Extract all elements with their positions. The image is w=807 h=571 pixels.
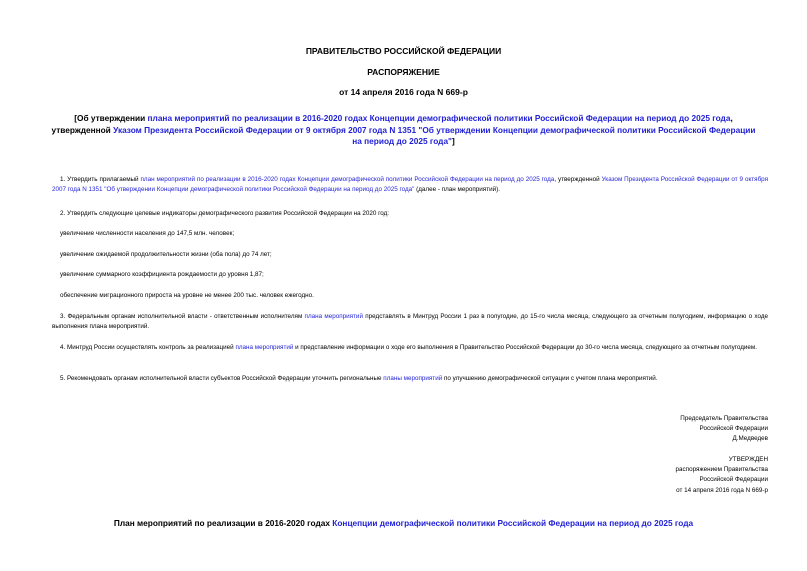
p3-text-2: представлять в Минтруд России 1 раз в полугодие, до 15-го числа месяца, следующего за отчетным полугодием, информацию о ходе выполнения плана мероприятий.: [52, 313, 768, 330]
signature-org: Российской Федерации: [699, 425, 768, 433]
approval-block: [676, 455, 768, 496]
signature-name: Д.Медведев: [732, 435, 768, 443]
p5-plans-link[interactable]: планы мероприятий: [383, 375, 443, 382]
paragraph-5: [52, 374, 768, 384]
p4-text-2: и представление информации о ходе его выполнения в Правительство Российской Федерации до 30-го числа месяца, следующего за отчетным полугодием.: [293, 344, 758, 351]
paragraph-3: [52, 312, 768, 331]
p1-text-2: , утвержденной: [554, 176, 602, 183]
title-text-2: , утвержденной: [51, 113, 733, 135]
doc-type-heading: РАСПОРЯЖЕНИЕ: [367, 67, 440, 77]
plan-title: [0, 518, 807, 528]
p1-text-3: (далее - план мероприятий).: [414, 185, 500, 193]
plan-title-text: План мероприятий по реализации в 2016-2020 годах: [113, 518, 333, 528]
paragraph-4: [52, 343, 768, 353]
paragraph-2: 2. Утвердить следующие целевые индикаторы демографического развития Российской Федерации на 2020 год:: [60, 210, 390, 217]
signature-position: Председатель Правительства: [680, 415, 768, 422]
p4-text-1: 4. Минтруд России осуществлять контроль за реализацией: [60, 344, 236, 351]
p1-decree-link[interactable]: Указом Президента Российской Федерации от 9 октября 2007 года N 1351 "Об утверждении Концепции демографической политики Российской Федерации на период до 2025 года": [52, 176, 769, 193]
indicator-item: обеспечение миграционного прироста на уровне не менее 200 тыс. человек ежегодно.: [60, 292, 314, 299]
p5-text-2: по улучшению демографической ситуации с учетом плана мероприятий.: [442, 375, 658, 382]
p4-plan-link[interactable]: плана мероприятий: [235, 344, 294, 351]
concept-link[interactable]: Концепции демографической политики Российской Федерации на период до 2025 года: [332, 518, 694, 528]
plan-link[interactable]: плана мероприятий по реализации в 2016-2020 годах Концепции демографической политики Российской Федерации на период до 2025 года: [147, 113, 731, 123]
paragraph-1: [52, 175, 768, 194]
title-text-1: [Об утверждении: [74, 113, 148, 123]
indicator-item: увеличение ожидаемой продолжительности жизни (оба пола) до 74 лет;: [60, 251, 272, 258]
approval-date: от 14 апреля 2016 года N 669-р: [676, 486, 768, 494]
p1-text-1: 1. Утвердить прилагаемый: [60, 176, 141, 183]
approval-label: УТВЕРЖДЕН: [728, 456, 768, 463]
date-number-heading: от 14 апреля 2016 года N 669-р: [339, 87, 468, 97]
indicator-item: увеличение суммарного коэффициента рождаемости до уровня 1,87;: [60, 271, 264, 278]
p3-text-1: 3. Федеральным органам исполнительной власти - ответственным исполнителям: [60, 313, 305, 320]
p1-plan-link[interactable]: план мероприятий по реализации в 2016-2020 годах Концепции демографической политики Российской Федерации на период до 2025 года: [140, 176, 555, 183]
indicator-item: увеличение численности населения до 147,5 млн. человек;: [60, 230, 235, 237]
approval-line-2: распоряжением Правительства: [675, 466, 768, 474]
order-title: [50, 113, 757, 148]
decree-link[interactable]: Указом Президента Российской Федерации от 9 октября 2007 года N 1351 "Об утверждении Концепции демографической политики Российской Федерации на период до 2025 года": [113, 124, 756, 146]
approval-line-3: Российской Федерации: [699, 476, 768, 484]
title-text-3: ]: [452, 136, 455, 146]
government-heading: ПРАВИТЕЛЬСТВО РОССИЙСКОЙ ФЕДЕРАЦИИ: [305, 46, 502, 56]
p3-plan-link[interactable]: плана мероприятий: [304, 313, 363, 320]
signature-block: [680, 414, 768, 445]
p5-text-1: 5. Рекомендовать органам исполнительной власти субъектов Российской Федерации уточнить региональные: [60, 375, 384, 382]
